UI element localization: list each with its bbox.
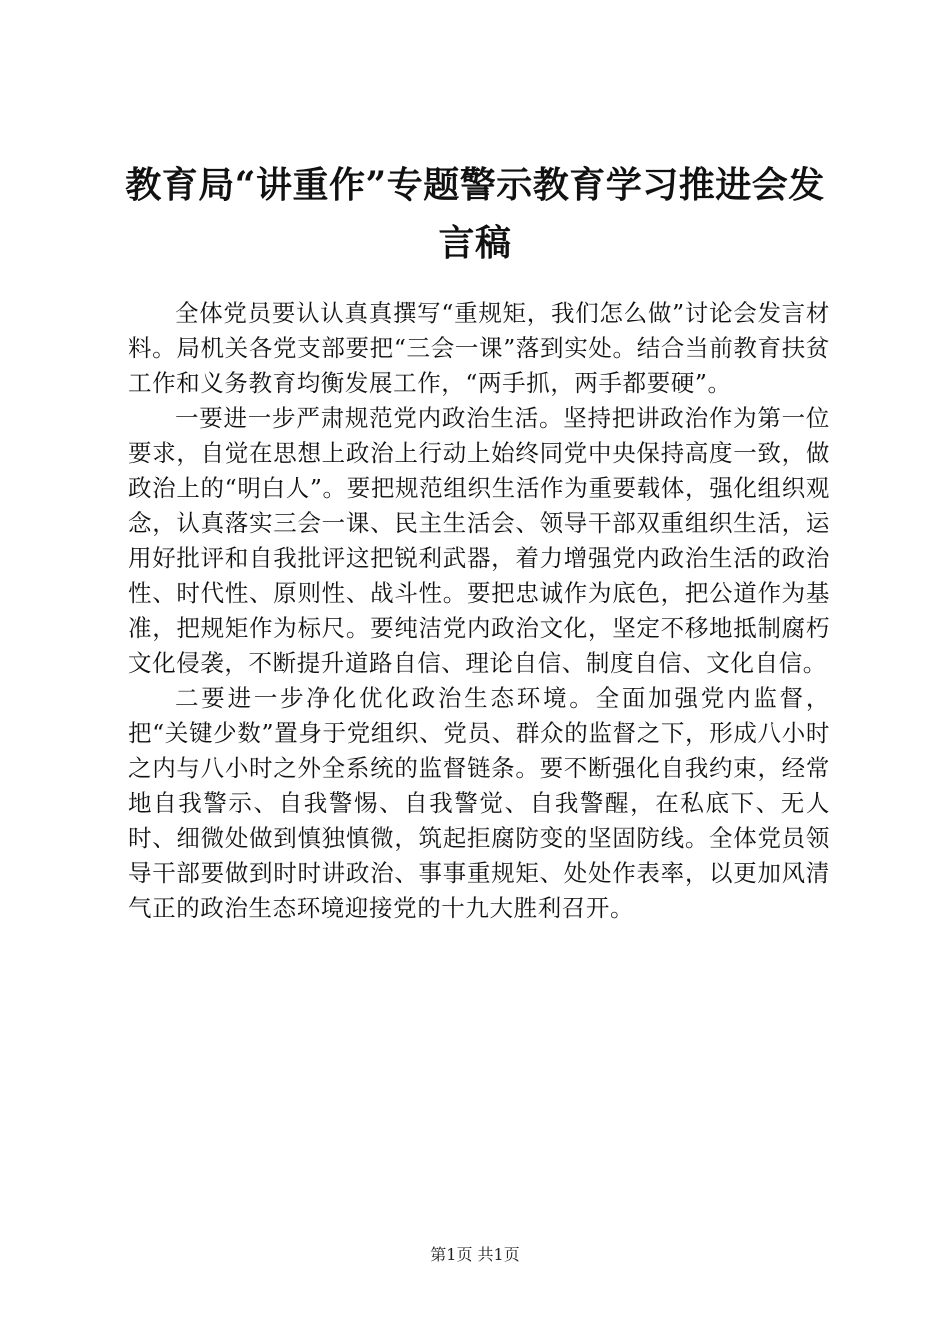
page-number-footer: 第1页 共1页 bbox=[430, 1245, 520, 1264]
paragraph-point-one: 一要进一步严肃规范党内政治生活。坚持把讲政治作为第一位要求，自觉在思想上政治上行动上始终同党中央保持高度一致，做政治上的“明白人”。要把规范组织生活作为重要载体，强化组织观念，认真落实三会一课、民主生活会、领导干部双重组织生活，运用好批评和自我批评这把锐利武器，着力增强党内政治生活的政治性、时代性、原则性、战斗性。要把忠诚作为底色，把公道作为基准，把规矩作为标尺。要纯洁党内政治文化，坚定不移地抵制腐朽文化侵袭，不断提升道路自信、理论自信、制度自信、文化自信。 bbox=[128, 404, 830, 677]
document-title: 教育局“讲重作”专题警示教育学习推进会发言稿 bbox=[125, 164, 825, 264]
document-body bbox=[128, 296, 830, 926]
paragraph-point-two: 二要进一步净化优化政治生态环境。全面加强党内监督，把“关键少数”置身于党组织、党员、群众的监督之下，形成八小时之内与八小时之外全系统的监督链条。要不断强化自我约束，经常地自我警示、自我警惕、自我警觉、自我警醒，在私底下、无人时、细微处做到慎独慎微，筑起拒腐防变的坚固防线。全体党员领导干部要做到时时讲政治、事事重规矩、处处作表率，以更加风清气正的政治生态环境迎接党的十九大胜利召开。 bbox=[128, 684, 830, 922]
paragraph-intro: 全体党员要认认真真撰写“重规矩，我们怎么做”讨论会发言材料。局机关各党支部要把“三会一课”落到实处。结合当前教育扶贫工作和义务教育均衡发展工作，“两手抓，两手都要硬”。 bbox=[128, 299, 830, 397]
